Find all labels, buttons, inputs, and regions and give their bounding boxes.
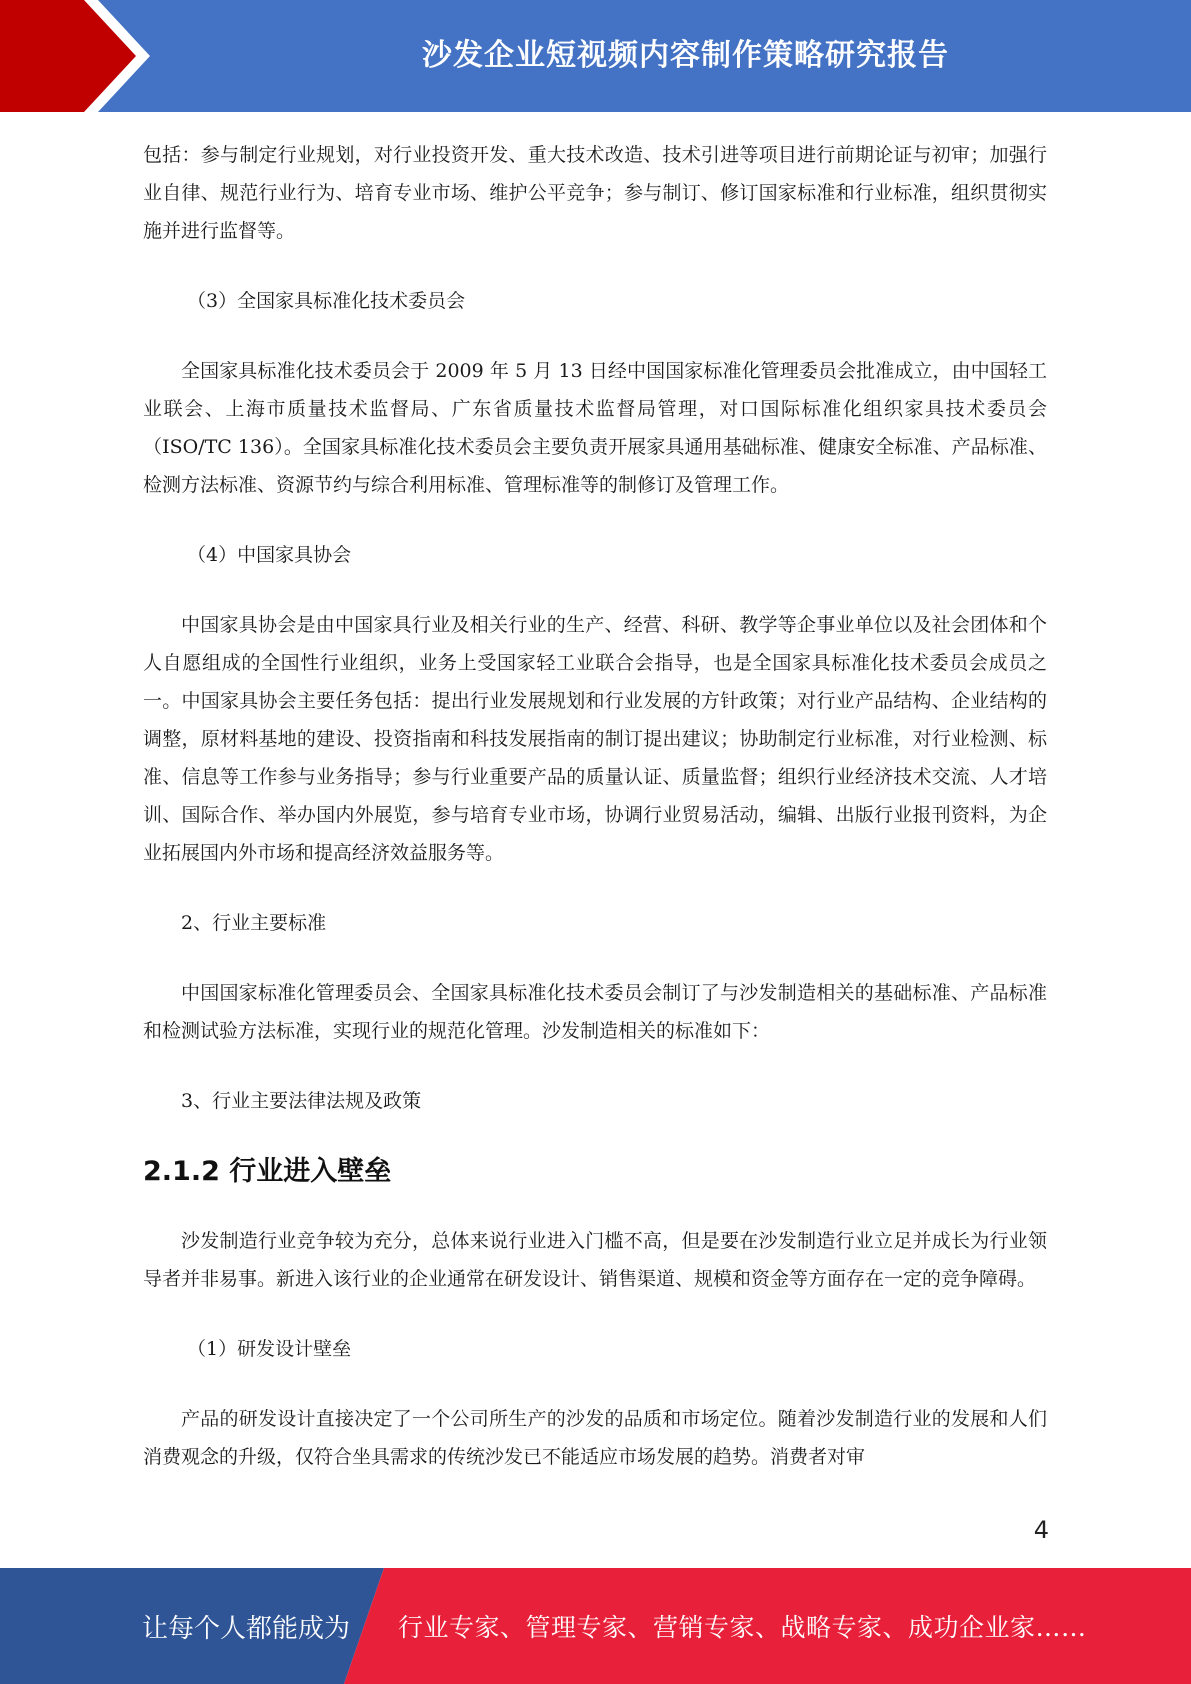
paragraph-rd: 产品的研发设计直接决定了一个公司所生产的沙发的品质和市场定位。随着沙发制造行业的发展和人们消费观念的升级，仅符合坐具需求的传统沙发已不能适应市场发展的趋势。消费者对审	[143, 1408, 1047, 1468]
paragraph-association: 中国家具协会是由中国家具行业及相关行业的生产、经营、科研、教学等企事业单位以及社会团体和个人自愿组成的全国性行业组织，业务上受国家轻工业联合会指导，也是全国家具标准化技术委员会成员之一。中国家具协会主要任务包括：提出行业发展规划和行业发展的方针政策；对行业产品结构、企业结构的调整，原材料基地的建设、投资指南和科技发展指南的制订提出建议；协助制定行业标准，对行业检测、标准、信息等工作参与业务指导；参与行业重要产品的质量认证、质量监督；组织行业经济技术交流、人才培训、国际合作、举办国内外展览，参与培育专业市场，协调行业贸易活动，编辑、出版行业报刊资料，为企业拓展国内外市场和提高经济效益服务等。	[143, 614, 1047, 864]
section-heading: 2.1.2 行业进入壁垒	[143, 1156, 392, 1187]
paragraph-intro: 包括：参与制定行业规划，对行业投资开发、重大技术改造、技术引进等项目进行前期论证与初审；加强行业自律、规范行业行为、培育专业市场、维护公平竞争；参与制订、修订国家标准和行业标准，组织贯彻实施并进行监督等。	[143, 144, 1047, 242]
subheading-standards: 2、行业主要标准	[181, 912, 327, 934]
subheading-committee: （3）全国家具标准化技术委员会	[187, 290, 466, 312]
page-number: 4	[1033, 1516, 1049, 1544]
header-banner	[0, 0, 1191, 112]
footer-banner	[0, 1568, 1191, 1684]
subheading-laws: 3、行业主要法律法规及政策	[181, 1090, 422, 1112]
paragraph-committee: 全国家具标准化技术委员会于 2009 年 5 月 13 日经中国国家标准化管理委员会批准成立，由中国轻工业联会、上海市质量技术监督局、广东省质量技术监督局管理，对口国际标准化组织家具技术委员会（ISO/TC 136）。全国家具标准化技术委员会主要负责开展家具通用基础标准、健康安全标准、产品标准、检测方法标准、资源节约与综合利用标准、管理标准等的制修订及管理工作。	[143, 360, 1047, 496]
subheading-association: （4）中国家具协会	[187, 544, 352, 566]
report-title: 沙发企业短视频内容制作策略研究报告	[422, 38, 949, 73]
paragraph-barriers: 沙发制造行业竞争较为充分，总体来说行业进入门槛不高，但是要在沙发制造行业立足并成长为行业领导者并非易事。新进入该行业的企业通常在研发设计、销售渠道、规模和资金等方面存在一定的竞争障碍。	[143, 1230, 1047, 1290]
subheading-rd: （1）研发设计壁垒	[187, 1338, 352, 1360]
document-body	[143, 136, 1047, 1508]
footer-slogan-left: 让每个人都能成为	[142, 1613, 351, 1644]
footer-slogan-right: 行业专家、管理专家、营销专家、战略专家、成功企业家……	[398, 1613, 1087, 1642]
paragraph-standards: 中国国家标准化管理委员会、全国家具标准化技术委员会制订了与沙发制造相关的基础标准、产品标准和检测试验方法标准，实现行业的规范化管理。沙发制造相关的标准如下：	[143, 982, 1047, 1042]
